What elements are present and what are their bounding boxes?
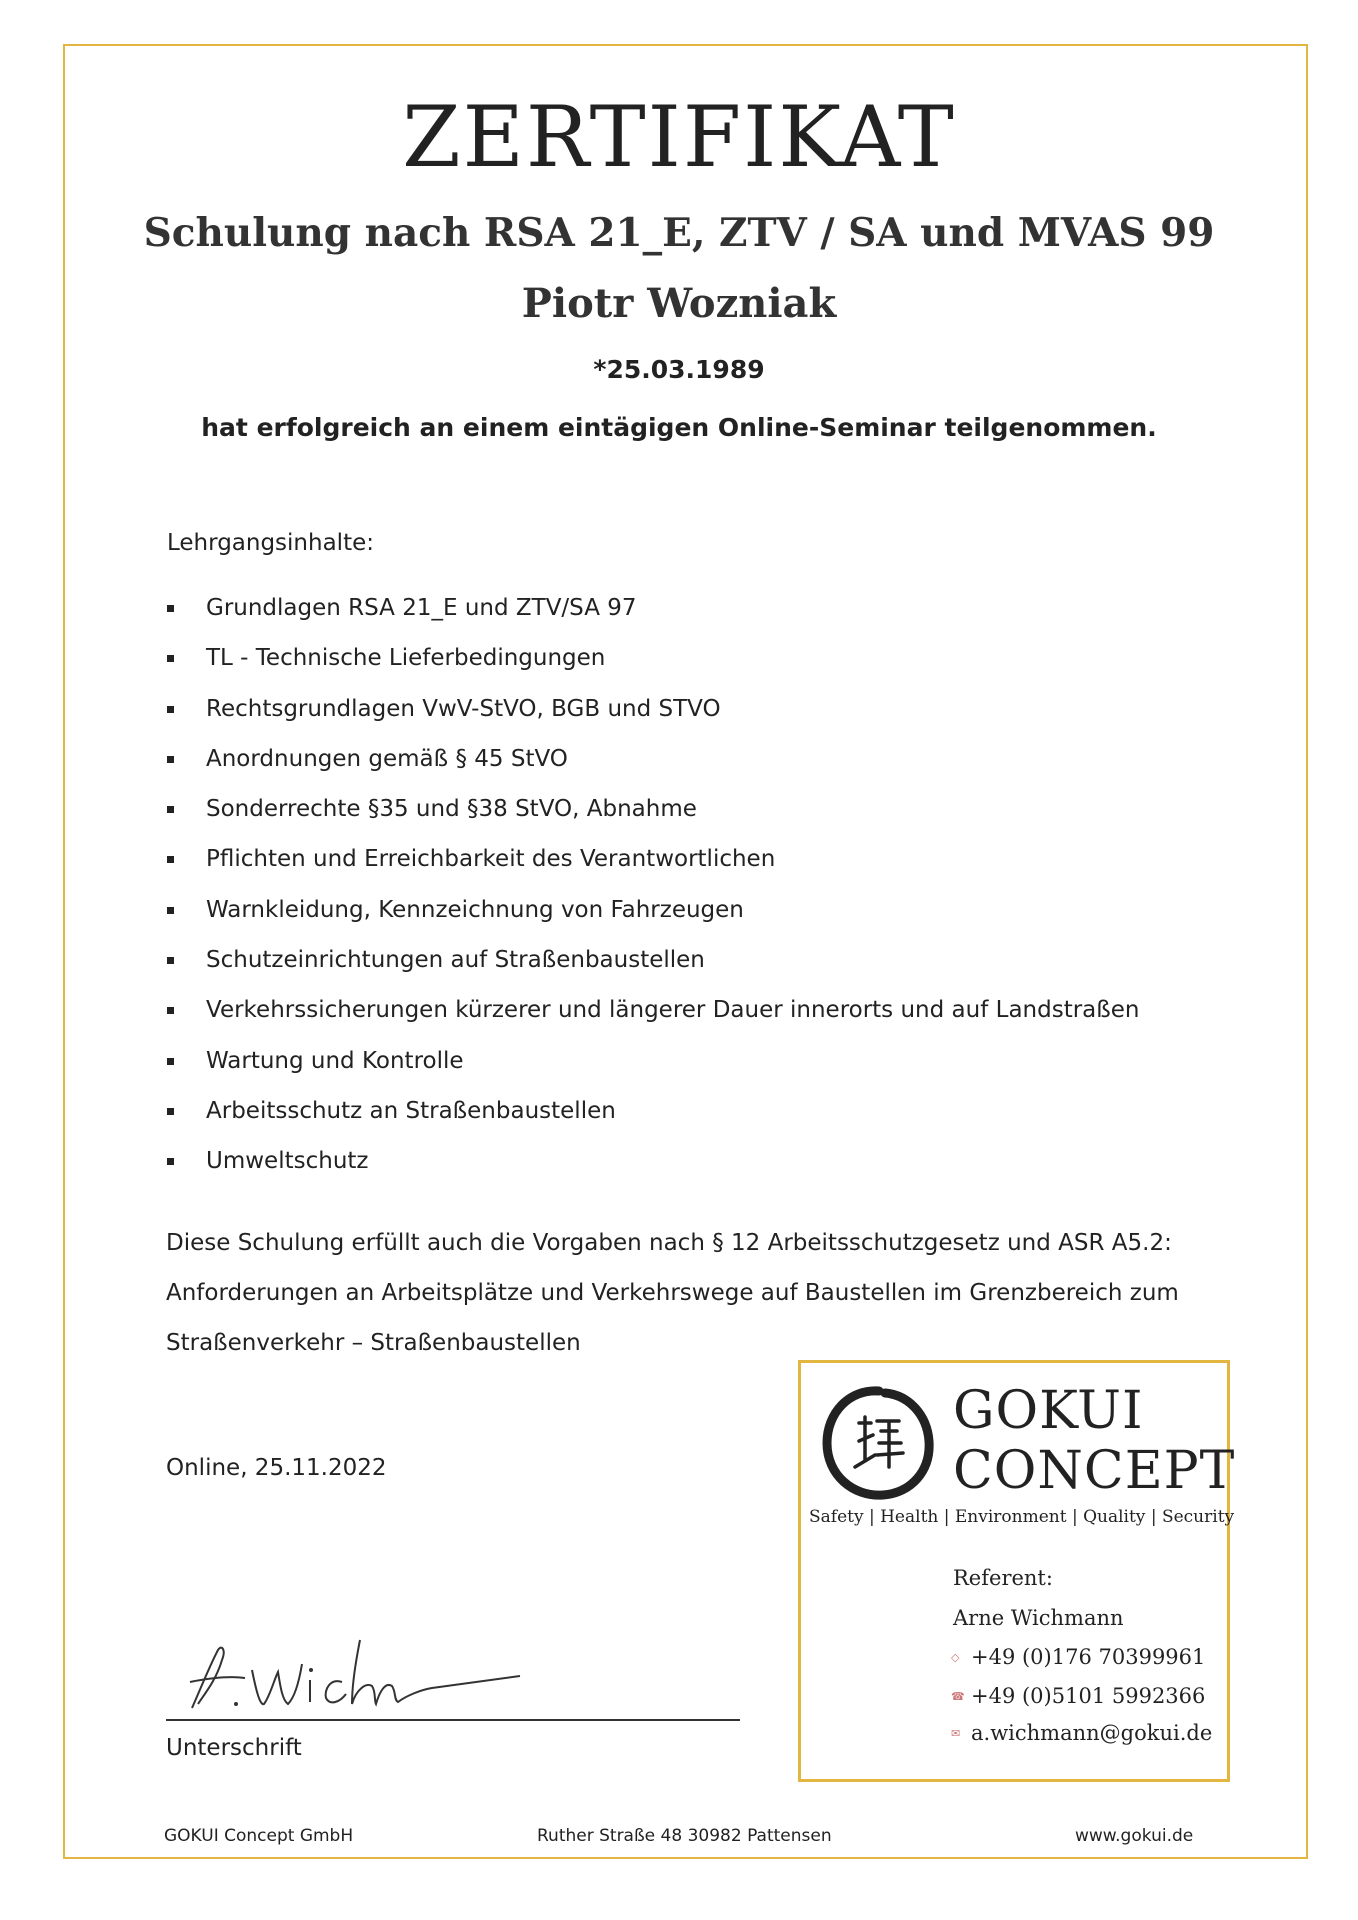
topic-text: Rechtsgrundlagen VwV-StVO, BGB und STVO [206, 695, 721, 722]
bullet-icon [167, 1108, 174, 1115]
mobile-contact [951, 1645, 1205, 1669]
topic-text: Pflichten und Erreichbarkeit des Verantwortlichen [206, 846, 776, 873]
list-item [167, 1047, 1139, 1097]
company-stamp [798, 1360, 1236, 1782]
birth-date: *25.03.1989 [593, 355, 765, 384]
course-subtitle: Schulung nach RSA 21_E, ZTV / SA und MVAS 99 [143, 210, 1215, 256]
topic-text: Umweltschutz [206, 1148, 369, 1175]
email-address: a.wichmann@gokui.de [971, 1721, 1213, 1745]
bullet-icon [167, 605, 174, 612]
bullet-icon [167, 856, 174, 863]
topic-text: Grundlagen RSA 21_E und ZTV/SA 97 [206, 595, 637, 621]
signature-line [166, 1719, 740, 1721]
email-contact [951, 1721, 1212, 1745]
participant-name: Piotr Wozniak [521, 280, 837, 327]
mobile-icon: ◇ [951, 1650, 960, 1664]
topic-text: Verkehrssicherungen kürzerer und längerer Dauer innerorts und auf Landstraßen [206, 997, 1140, 1024]
list-item [167, 1097, 1139, 1147]
gokui-logo-icon [819, 1383, 939, 1503]
requirements-line: Diese Schulung erfüllt auch die Vorgaben nach § 12 Arbeitsschutzgesetz und ASR A5.2: [166, 1230, 1172, 1256]
phone-number: +49 (0)5101 5992366 [971, 1684, 1206, 1708]
footer-address: Ruther Straße 48 30982 Pattensen [537, 1826, 832, 1846]
bullet-icon [167, 1007, 174, 1014]
place-date: Online, 25.11.2022 [166, 1455, 387, 1481]
list-item [167, 845, 1139, 895]
topic-text: Warnkleidung, Kennzeichnung von Fahrzeugen [206, 896, 744, 923]
phone-contact [951, 1684, 1205, 1708]
topic-text: Schutzeinrichtungen auf Straßenbaustellen [206, 947, 705, 974]
completion-statement: hat erfolgreich an einem eintägigen Online-Seminar teilgenommen. [201, 413, 1157, 442]
topic-text: Arbeitsschutz an Straßenbaustellen [206, 1097, 616, 1124]
footer-website: www.gokui.de [1075, 1826, 1194, 1846]
brand-line: GOKUI [953, 1381, 1144, 1441]
bullet-icon [167, 706, 174, 713]
list-item [167, 896, 1139, 946]
bullet-icon [167, 957, 174, 964]
bullet-icon [167, 1158, 174, 1165]
referent-label: Referent: [953, 1566, 1053, 1590]
brand-name [953, 1381, 1235, 1501]
bullet-icon [167, 655, 174, 662]
requirements-line: Anforderungen an Arbeitsplätze und Verkehrswege auf Baustellen im Grenzbereich zum [166, 1280, 1179, 1306]
bullet-icon [167, 806, 174, 813]
list-item [167, 745, 1139, 795]
topic-text: Wartung und Kontrolle [206, 1047, 464, 1074]
mail-icon: ✉ [951, 1726, 961, 1740]
topic-text: Sonderrechte §35 und §38 StVO, Abnahme [206, 796, 697, 823]
topic-text: TL - Technische Lieferbedingungen [206, 645, 606, 672]
brand-line: CONCEPT [953, 1441, 1236, 1501]
topics-list [167, 594, 1139, 1198]
mobile-number: +49 (0)176 70399961 [971, 1645, 1206, 1669]
list-item [167, 644, 1139, 694]
signature-label: Unterschrift [166, 1735, 302, 1761]
certificate-title: ZERTIFIKAT [402, 88, 956, 186]
list-item [167, 1147, 1139, 1197]
list-item [167, 946, 1139, 996]
topic-text: Anordnungen gemäß § 45 StVO [206, 745, 568, 772]
phone-icon: ☎ [951, 1689, 965, 1703]
list-item [167, 594, 1139, 644]
footer-company: GOKUI Concept GmbH [164, 1826, 354, 1846]
referent-name: Arne Wichmann [953, 1606, 1124, 1630]
list-item [167, 996, 1139, 1046]
bullet-icon [167, 1058, 174, 1065]
list-item [167, 695, 1139, 745]
requirements-paragraph [166, 1218, 1179, 1368]
requirements-line: Straßenverkehr – Straßenbaustellen [166, 1330, 581, 1356]
list-item [167, 795, 1139, 845]
course-contents-label: Lehrgangsinhalte: [167, 530, 374, 556]
brand-tagline: Safety | Health | Environment | Quality | Security [809, 1507, 1235, 1527]
bullet-icon [167, 907, 174, 914]
bullet-icon [167, 756, 174, 763]
handwritten-signature [170, 1620, 530, 1720]
